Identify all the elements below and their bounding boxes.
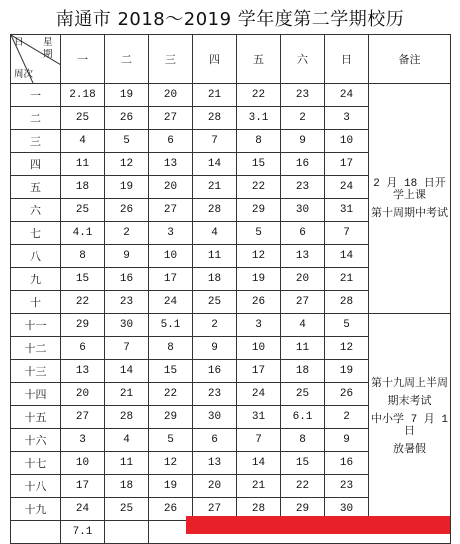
- day-cell: 13: [61, 360, 105, 383]
- week-label: 十一: [11, 314, 61, 337]
- notes-block-1: [369, 84, 451, 314]
- day-cell: 5: [325, 314, 369, 337]
- day-cell: 30: [325, 498, 369, 521]
- day-cell: 27: [149, 107, 193, 130]
- day-cell: 6: [61, 337, 105, 360]
- day-cell: 12: [325, 337, 369, 360]
- red-redaction-bar: [186, 516, 450, 534]
- day-cell: 8: [149, 337, 193, 360]
- header-day-fri: 五: [237, 35, 281, 84]
- day-cell: 26: [149, 498, 193, 521]
- day-cell: 4.1: [61, 222, 105, 245]
- day-cell: 11: [105, 452, 149, 475]
- day-cell: 19: [105, 84, 149, 107]
- day-cell: 9: [281, 130, 325, 153]
- week-label: 十: [11, 291, 61, 314]
- day-cell: 22: [281, 475, 325, 498]
- day-cell: 31: [325, 199, 369, 222]
- header-day-wed: 三: [149, 35, 193, 84]
- day-cell: 28: [105, 406, 149, 429]
- day-cell: 2.18: [61, 84, 105, 107]
- day-cell: 2: [325, 406, 369, 429]
- day-cell: 8: [61, 245, 105, 268]
- day-cell: 6: [149, 130, 193, 153]
- day-cell: 29: [281, 498, 325, 521]
- day-cell: 30: [193, 406, 237, 429]
- day-cell: 18: [105, 475, 149, 498]
- day-cell: 15: [149, 360, 193, 383]
- day-cell: 27: [61, 406, 105, 429]
- day-cell: 22: [237, 84, 281, 107]
- day-cell: 16: [193, 360, 237, 383]
- day-cell: 7: [237, 429, 281, 452]
- day-cell: 8: [237, 130, 281, 153]
- day-cell: 31: [237, 406, 281, 429]
- last-row-week-label: [11, 521, 61, 544]
- day-cell: 20: [61, 383, 105, 406]
- day-cell: 30: [105, 314, 149, 337]
- day-cell: 29: [149, 406, 193, 429]
- day-cell: 5.1: [149, 314, 193, 337]
- day-cell: 3.1: [237, 107, 281, 130]
- day-cell: 3: [325, 107, 369, 130]
- day-cell: 25: [61, 199, 105, 222]
- day-cell: 25: [281, 383, 325, 406]
- day-cell: 3: [149, 222, 193, 245]
- week-row: [11, 84, 451, 107]
- week-label: 四: [11, 153, 61, 176]
- day-cell: 30: [281, 199, 325, 222]
- day-cell: 23: [325, 475, 369, 498]
- day-cell: 28: [325, 291, 369, 314]
- day-cell: 7.1: [61, 521, 105, 544]
- day-cell: 4: [61, 130, 105, 153]
- day-cell: 17: [61, 475, 105, 498]
- day-cell: 14: [325, 245, 369, 268]
- header-day-tue: 二: [105, 35, 149, 84]
- corner-label-qi: 期: [43, 49, 53, 60]
- header-day-sun: 日: [325, 35, 369, 84]
- day-cell: 20: [193, 475, 237, 498]
- week-label: 一: [11, 84, 61, 107]
- week-label: 八: [11, 245, 61, 268]
- day-cell: 18: [193, 268, 237, 291]
- day-cell: 23: [281, 84, 325, 107]
- day-cell: 2: [105, 222, 149, 245]
- notes-block-2: [369, 314, 451, 521]
- day-cell: 9: [105, 245, 149, 268]
- corner-label-zhouci: 周次: [14, 69, 34, 80]
- day-cell: 29: [237, 199, 281, 222]
- day-cell: 20: [149, 176, 193, 199]
- week-label: 十三: [11, 360, 61, 383]
- school-calendar-table: [10, 34, 451, 544]
- day-cell: 19: [325, 360, 369, 383]
- corner-cell: [11, 35, 61, 84]
- day-cell: 18: [61, 176, 105, 199]
- day-cell: 17: [237, 360, 281, 383]
- day-cell: 4: [193, 222, 237, 245]
- week-label: 五: [11, 176, 61, 199]
- day-cell: 17: [149, 268, 193, 291]
- day-cell: 28: [193, 107, 237, 130]
- day-cell: 25: [193, 291, 237, 314]
- day-cell: 4: [281, 314, 325, 337]
- week-label: 十九: [11, 498, 61, 521]
- header-day-mon: 一: [61, 35, 105, 84]
- day-cell: 23: [105, 291, 149, 314]
- day-cell: 6: [281, 222, 325, 245]
- day-cell: 29: [61, 314, 105, 337]
- day-cell: 24: [325, 176, 369, 199]
- week-row: [11, 314, 451, 337]
- day-cell: 27: [193, 498, 237, 521]
- day-cell: 14: [105, 360, 149, 383]
- day-cell: 24: [149, 291, 193, 314]
- day-cell: 3: [237, 314, 281, 337]
- day-cell: 4: [105, 429, 149, 452]
- day-cell: 11: [193, 245, 237, 268]
- day-cell: 5: [237, 222, 281, 245]
- day-cell: 17: [325, 153, 369, 176]
- day-cell: 10: [325, 130, 369, 153]
- day-cell: 23: [193, 383, 237, 406]
- day-cell: 22: [149, 383, 193, 406]
- week-label: 十二: [11, 337, 61, 360]
- day-cell: 10: [237, 337, 281, 360]
- day-cell: 10: [61, 452, 105, 475]
- day-cell: 5: [105, 130, 149, 153]
- day-cell: 22: [237, 176, 281, 199]
- note-line: 放暑假: [393, 444, 426, 456]
- day-cell: 20: [281, 268, 325, 291]
- page-title: 南通市 2018～2019 学年度第二学期校历: [55, 9, 405, 30]
- day-cell: 26: [105, 199, 149, 222]
- day-cell: 13: [281, 245, 325, 268]
- week-label: 七: [11, 222, 61, 245]
- week-label: 九: [11, 268, 61, 291]
- day-cell: 21: [193, 84, 237, 107]
- week-label: 十四: [11, 383, 61, 406]
- header-notes: 备注: [369, 35, 451, 84]
- day-cell: 8: [281, 429, 325, 452]
- week-label: 十五: [11, 406, 61, 429]
- day-cell: 9: [193, 337, 237, 360]
- week-label: 十八: [11, 475, 61, 498]
- day-cell: 27: [149, 199, 193, 222]
- day-cell: 11: [281, 337, 325, 360]
- day-cell: 16: [105, 268, 149, 291]
- day-cell: 24: [61, 498, 105, 521]
- week-label: 十七: [11, 452, 61, 475]
- day-cell: 15: [61, 268, 105, 291]
- day-cell: 15: [237, 153, 281, 176]
- day-cell: 24: [325, 84, 369, 107]
- day-cell: 19: [149, 475, 193, 498]
- day-cell: 23: [281, 176, 325, 199]
- day-cell: 11: [61, 153, 105, 176]
- week-label: 二: [11, 107, 61, 130]
- day-cell: 14: [193, 153, 237, 176]
- day-cell: 2: [193, 314, 237, 337]
- day-cell: 27: [281, 291, 325, 314]
- day-cell: 21: [237, 475, 281, 498]
- week-label: 六: [11, 199, 61, 222]
- note-line: 第十周期中考试: [371, 207, 448, 220]
- day-cell: 14: [237, 452, 281, 475]
- day-cell: 28: [237, 498, 281, 521]
- day-cell: 18: [281, 360, 325, 383]
- day-cell: 15: [281, 452, 325, 475]
- day-cell-empty: [105, 521, 149, 544]
- day-cell: 25: [105, 498, 149, 521]
- day-cell: 2: [281, 107, 325, 130]
- note-line: 中小学 7 月 1 日: [370, 414, 448, 438]
- day-cell: 19: [237, 268, 281, 291]
- day-cell: 24: [237, 383, 281, 406]
- header-row: [11, 35, 451, 84]
- day-cell: 7: [193, 130, 237, 153]
- day-cell: 7: [325, 222, 369, 245]
- day-cell: 26: [237, 291, 281, 314]
- day-cell: 5: [149, 429, 193, 452]
- day-cell: 3: [61, 429, 105, 452]
- day-cell: 26: [105, 107, 149, 130]
- week-label: 十六: [11, 429, 61, 452]
- day-cell: 12: [105, 153, 149, 176]
- day-cell: 7: [105, 337, 149, 360]
- day-cell: 16: [325, 452, 369, 475]
- note-line: 2 月 18 日开学上课: [373, 177, 446, 202]
- day-cell: 13: [149, 153, 193, 176]
- day-cell: 25: [61, 107, 105, 130]
- day-cell: 21: [325, 268, 369, 291]
- day-cell: 26: [325, 383, 369, 406]
- day-cell: 21: [105, 383, 149, 406]
- note-line: 期末考试: [387, 396, 432, 408]
- day-cell: 16: [281, 153, 325, 176]
- day-cell: 12: [237, 245, 281, 268]
- day-cell: 6.1: [281, 406, 325, 429]
- day-cell: 6: [193, 429, 237, 452]
- day-cell: 10: [149, 245, 193, 268]
- day-cell: 9: [325, 429, 369, 452]
- day-cell: 13: [193, 452, 237, 475]
- day-cell: 20: [149, 84, 193, 107]
- header-day-thu: 四: [193, 35, 237, 84]
- day-cell: 28: [193, 199, 237, 222]
- header-day-sat: 六: [281, 35, 325, 84]
- corner-label-xing: 星: [43, 37, 53, 48]
- day-cell: 21: [193, 176, 237, 199]
- day-cell: 12: [149, 452, 193, 475]
- corner-label-ri: 日: [14, 37, 24, 48]
- day-cell: 22: [61, 291, 105, 314]
- note-line: 第十九周上半周: [371, 378, 448, 390]
- week-label: 三: [11, 130, 61, 153]
- day-cell: 19: [105, 176, 149, 199]
